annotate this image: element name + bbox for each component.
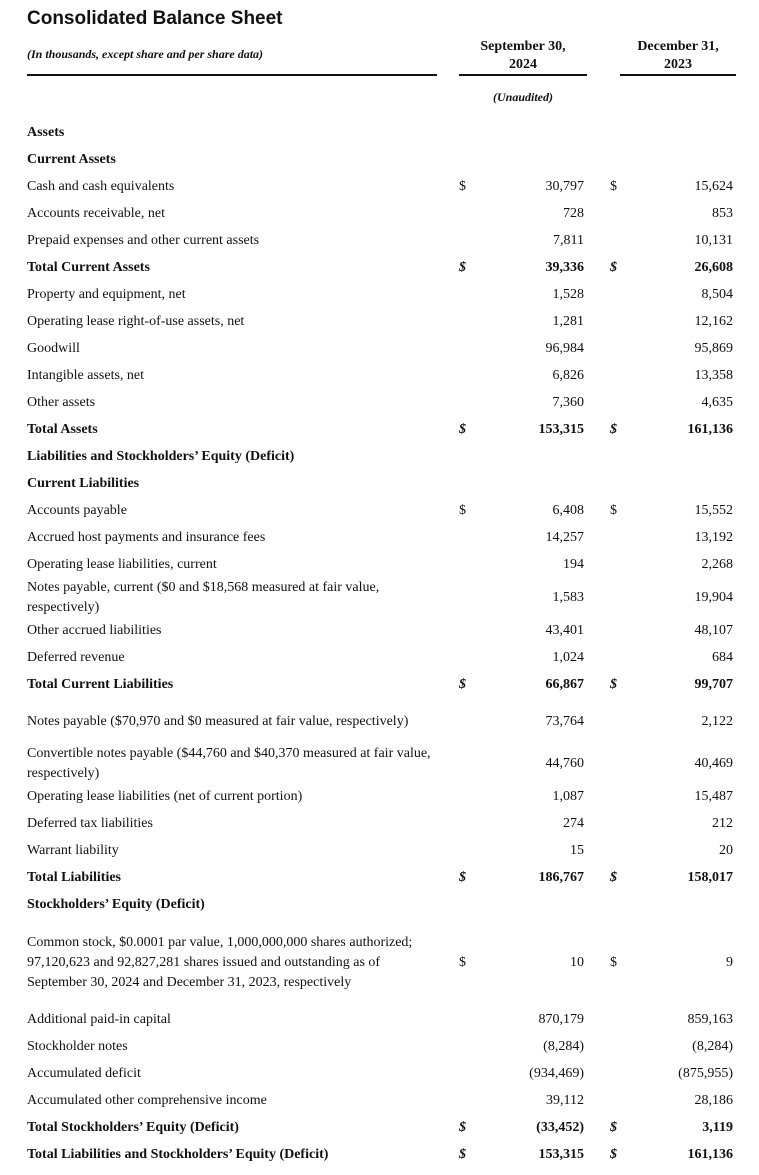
value-2023: 12,162 (694, 314, 733, 329)
value-2024: 66,867 (545, 677, 584, 692)
value-2023: 158,017 (687, 870, 733, 885)
row-label: Accumulated deficit (27, 1066, 141, 1081)
currency-symbol-2023: $ (610, 179, 617, 194)
value-2023: 3,119 (702, 1120, 733, 1135)
row-label: Goodwill (27, 341, 80, 356)
value-2023: 15,624 (694, 179, 733, 194)
row-label: Total Current Liabilities (27, 677, 174, 692)
value-2023: 15,552 (694, 503, 733, 518)
row-label: Cash and cash equivalents (27, 179, 175, 194)
row-label: Total Stockholders’ Equity (Deficit) (27, 1120, 239, 1135)
row-label: Liabilities and Stockholders’ Equity (Deficit) (27, 449, 295, 464)
value-2023: 19,904 (694, 590, 733, 605)
column-header-line1: December 31, (637, 39, 719, 54)
value-2023: 13,192 (694, 530, 733, 545)
value-2023: 26,608 (694, 260, 733, 275)
value-2024: 274 (563, 816, 584, 831)
currency-symbol-2024: $ (459, 677, 466, 692)
value-2024: 1,528 (552, 287, 584, 302)
row-label: Operating lease right-of-use assets, net (27, 314, 245, 329)
value-2023: 15,487 (694, 789, 733, 804)
value-2024: (934,469) (529, 1066, 584, 1081)
header-rule-col2 (620, 74, 736, 76)
value-2023: 95,869 (694, 341, 733, 356)
currency-symbol-2023: $ (610, 1120, 617, 1135)
value-2024: 1,583 (552, 590, 584, 605)
row-label: Assets (27, 125, 65, 140)
row-label: Current Assets (27, 152, 116, 167)
value-2024: 6,826 (552, 368, 584, 383)
value-2024: 44,760 (545, 756, 584, 771)
row-label: Current Liabilities (27, 476, 140, 491)
value-2023: 212 (712, 816, 733, 831)
value-2023: 99,707 (694, 677, 733, 692)
unaudited-note: (Unaudited) (493, 90, 553, 104)
value-2024: 10 (570, 955, 584, 970)
value-2024: 6,408 (552, 503, 584, 518)
currency-symbol-2024: $ (459, 503, 466, 518)
column-header-line2: 2023 (664, 57, 692, 72)
value-2024: 870,179 (538, 1012, 584, 1027)
value-2023: 8,504 (701, 287, 733, 302)
currency-symbol-2024: $ (459, 1147, 466, 1162)
row-label: Convertible notes payable ($44,760 and $40,370 measured at fair value, respectively) (27, 746, 431, 781)
header-rule-left (27, 74, 437, 76)
value-2024: 73,764 (545, 714, 584, 729)
currency-symbol-2023: $ (610, 870, 617, 885)
value-2024: 728 (563, 206, 584, 221)
row-label: Property and equipment, net (27, 287, 186, 302)
row-label: Deferred revenue (27, 650, 125, 665)
currency-symbol-2024: $ (459, 179, 466, 194)
currency-symbol-2024: $ (459, 1120, 466, 1135)
value-2024: 39,336 (545, 260, 584, 275)
row-label: Accounts receivable, net (27, 206, 165, 221)
value-2024: 1,281 (552, 314, 584, 329)
value-2023: 2,268 (701, 557, 733, 572)
value-2024: 39,112 (546, 1093, 584, 1108)
value-2023: (8,284) (692, 1039, 733, 1054)
value-2024: 153,315 (538, 422, 584, 437)
row-label: Warrant liability (27, 843, 119, 858)
value-2024: 1,087 (552, 789, 584, 804)
row-label: Operating lease liabilities (net of current portion) (27, 789, 303, 804)
row-label: Accumulated other comprehensive income (27, 1093, 267, 1108)
currency-symbol-2024: $ (459, 955, 466, 970)
value-2023: 161,136 (687, 422, 733, 437)
value-2024: 7,811 (553, 233, 584, 248)
row-label: Accrued host payments and insurance fees (27, 530, 266, 545)
row-label: Intangible assets, net (27, 368, 145, 383)
column-header-line2: 2024 (509, 57, 537, 72)
value-2024: 15 (570, 843, 584, 858)
currency-symbol-2023: $ (610, 503, 617, 518)
value-2023: 28,186 (694, 1093, 733, 1108)
row-label: Stockholders’ Equity (Deficit) (27, 897, 205, 912)
column-header-sep-2024 (459, 38, 587, 74)
currency-symbol-2023: $ (610, 1147, 617, 1162)
row-label: Notes payable ($70,970 and $0 measured at fair value, respectively) (27, 714, 409, 729)
value-2023: 20 (719, 843, 733, 858)
row-label: Total Liabilities and Stockholders’ Equity (Deficit) (27, 1147, 329, 1162)
currency-symbol-2023: $ (610, 260, 617, 275)
value-2024: 186,767 (538, 870, 584, 885)
value-2024: 43,401 (545, 623, 584, 638)
value-2024: (33,452) (536, 1120, 584, 1135)
row-label: Prepaid expenses and other current assets (27, 233, 260, 248)
value-2023: 48,107 (694, 623, 733, 638)
currency-symbol-2023: $ (610, 422, 617, 437)
page-title: Consolidated Balance Sheet (27, 8, 283, 29)
row-label: Operating lease liabilities, current (27, 557, 217, 572)
units-note: (In thousands, except share and per share data) (27, 47, 264, 61)
value-2023: 859,163 (687, 1012, 733, 1027)
value-2024: 153,315 (538, 1147, 584, 1162)
value-2024: 194 (563, 557, 584, 572)
value-2023: 161,136 (687, 1147, 733, 1162)
value-2024: 1,024 (552, 650, 584, 665)
column-header-line1: September 30, (480, 39, 566, 54)
row-label: Total Assets (27, 422, 98, 437)
value-2023: 2,122 (701, 714, 733, 729)
row-label: Other accrued liabilities (27, 623, 162, 638)
value-2023: 853 (712, 206, 733, 221)
value-2023: 9 (726, 955, 733, 970)
currency-symbol-2023: $ (610, 677, 617, 692)
currency-symbol-2023: $ (610, 955, 617, 970)
row-label: Total Current Assets (27, 260, 150, 275)
value-2024: (8,284) (543, 1039, 584, 1054)
value-2023: 13,358 (694, 368, 733, 383)
value-2024: 30,797 (545, 179, 584, 194)
currency-symbol-2024: $ (459, 870, 466, 885)
value-2023: 4,635 (701, 395, 733, 410)
row-label: Other assets (27, 395, 96, 410)
value-2024: 96,984 (545, 341, 584, 356)
row-label: Notes payable, current ($0 and $18,568 measured at fair value, respectively) (27, 580, 380, 615)
header-rule-col1 (459, 74, 587, 76)
row-label: Additional paid-in capital (27, 1012, 171, 1027)
row-label: Stockholder notes (27, 1039, 128, 1054)
value-2024: 14,257 (545, 530, 584, 545)
currency-symbol-2024: $ (459, 260, 466, 275)
row-label: Common stock, $0.0001 par value, 1,000,000,000 shares authorized; 97,120,623 and 92,827,281 shares issued and outstanding as of September 30, 2024 and December 31, 2023, respectively (27, 935, 413, 990)
row-label: Accounts payable (27, 503, 127, 518)
value-2023: 40,469 (694, 756, 733, 771)
value-2023: 10,131 (694, 233, 733, 248)
currency-symbol-2024: $ (459, 422, 466, 437)
row-label: Deferred tax liabilities (27, 816, 153, 831)
value-2023: 684 (712, 650, 733, 665)
column-header-dec-2023 (620, 38, 736, 74)
row-label: Total Liabilities (27, 870, 122, 885)
value-2023: (875,955) (678, 1066, 733, 1081)
value-2024: 7,360 (552, 395, 584, 410)
